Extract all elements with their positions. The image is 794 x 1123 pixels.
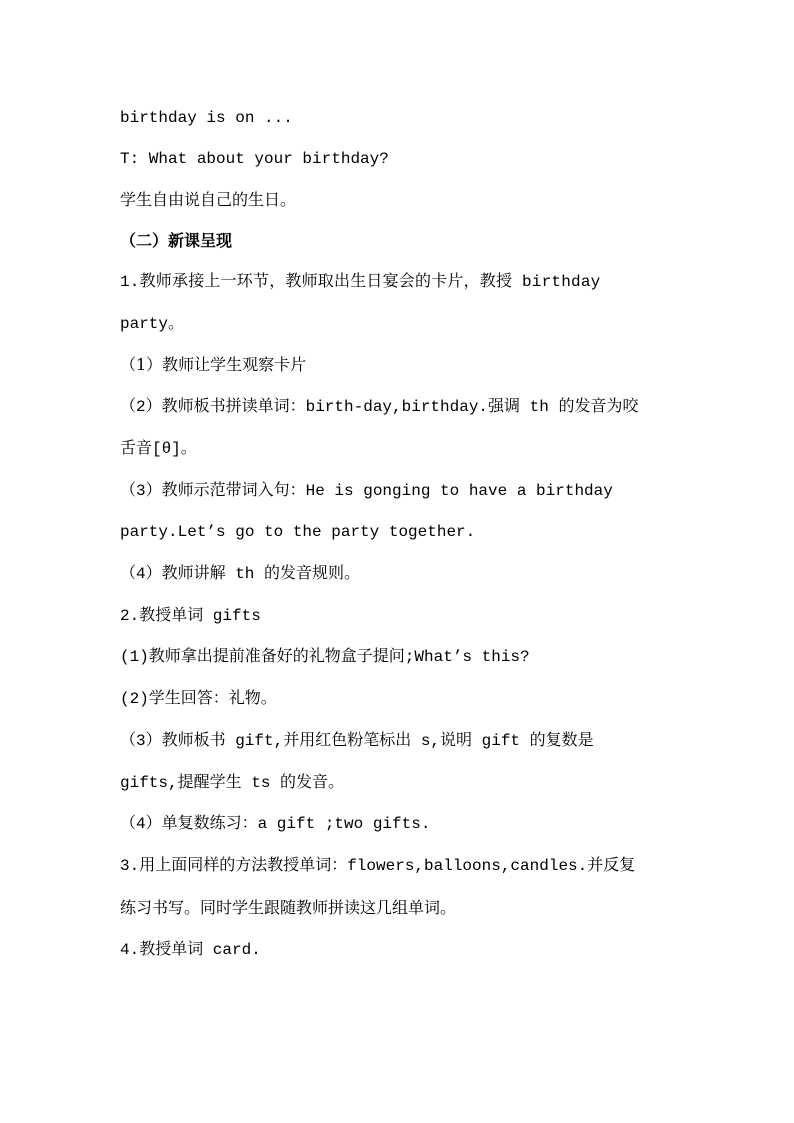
text-line-19: 3.用上面同样的方法教授单词：flowers,balloons,candles.并反复: [120, 857, 636, 875]
text-line-1: birthday is on ...: [120, 109, 293, 127]
text-line-15: (2)学生回答：礼物。: [120, 690, 277, 708]
text-line-8: （2）教师板书拼读单词：birth-day,birthday.强调 th 的发音为咬: [120, 398, 639, 416]
text-line-10: （3）教师示范带词入句：He is gonging to have a birthday: [120, 482, 613, 500]
text-line-5: 1.教师承接上一环节，教师取出生日宴会的卡片，教授 birthday: [120, 273, 601, 291]
text-line-11: party.Let’s go to the party together.: [120, 523, 476, 541]
text-line-21: 4.教授单词 card.: [120, 941, 261, 959]
text-line-13: 2.教授单词 gifts: [120, 607, 261, 625]
text-line-6: party。: [120, 315, 185, 333]
text-line-18: （4）单复数练习：a gift ;two gifts.: [120, 815, 431, 833]
text-line-17: gifts,提醒学生 ts 的发音。: [120, 774, 345, 792]
section-heading: （二）新课呈现: [120, 231, 233, 250]
text-line-20: 练习书写。同时学生跟随教师拼读这几组单词。: [120, 898, 457, 917]
text-line-7: （1）教师让学生观察卡片: [120, 355, 307, 374]
text-line-3: 学生自由说自己的生日。: [120, 190, 297, 209]
text-line-16: （3）教师板书 gift,并用红色粉笔标出 s,说明 gift 的复数是: [120, 732, 594, 750]
text-line-2: T: What about your birthday?: [120, 150, 389, 168]
text-line-14: (1)教师拿出提前准备好的礼物盒子提问;What’s this?: [120, 648, 530, 666]
text-line-9: 舌音[θ]。: [120, 440, 197, 458]
text-line-12: （4）教师讲解 th 的发音规则。: [120, 565, 361, 583]
